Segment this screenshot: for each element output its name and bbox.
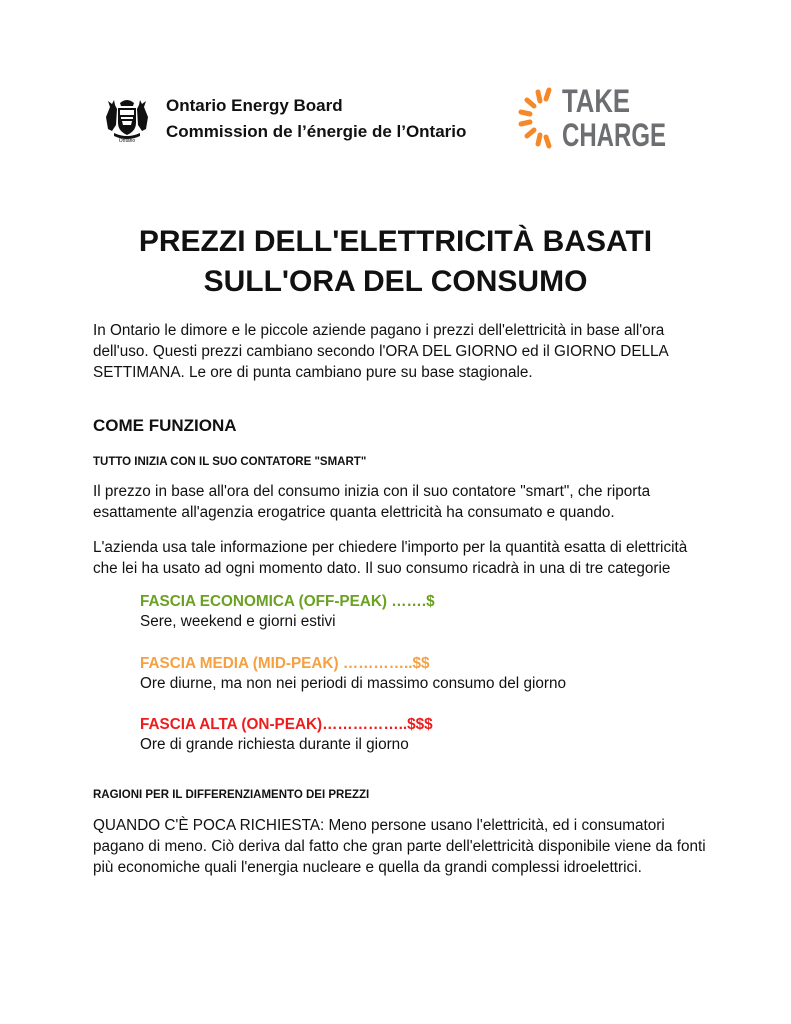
take-charge-logo — [516, 84, 676, 152]
ontario-coat-of-arms-icon — [102, 95, 152, 143]
reasons-paragraph: QUANDO C'È POCA RICHIESTA: Meno persone usano l'elettricità, ed i consumatori pagano di meno. Ciò deriva dal fatto che gran parte dell'elettricità disponibile viene da fonti più economiche quali l'energia nucleare e quella da grandi complessi idroelettrici. — [93, 817, 706, 876]
take-charge-line2: CHARGE — [562, 117, 666, 153]
tier-on-peak-label: FASCIA ALTA (ON-PEAK)……………..$$$ — [140, 716, 433, 733]
tier-mid-peak-description: Ore diurne, ma non nei periodi di massimo consumo del giorno — [140, 675, 566, 692]
document-title: PREZZI DELL'ELETTRICITÀ BASATI SULL'ORA DEL CONSUMO — [138, 225, 653, 298]
section-heading-how-it-works: COME FUNZIONA — [93, 416, 237, 435]
subheading-smart-meter: TUTTO INIZIA CON IL SUO CONTATORE "SMART" — [93, 456, 367, 468]
smart-meter-paragraph: Il prezzo in base all'ora del consumo inizia con il suo contatore "smart", che riporta esattamente all'agenzia erogatrice quanta elettricità ha consumato e quando. — [93, 483, 651, 521]
coat-wordmark: Ontario — [118, 138, 136, 144]
take-charge-line1: TAKE — [562, 83, 630, 119]
tier-mid-peak-label: FASCIA MEDIA (MID-PEAK) …………..$$ — [140, 655, 430, 672]
usage-paragraph: L'azienda usa tale informazione per chiedere l'importo per la quantità esatta di elettricità che lei ha usato ad ogni momento dato. Il suo consumo ricadrà in una di tre categorie — [93, 539, 688, 577]
oeb-name-english: Ontario Energy Board — [166, 96, 343, 115]
oeb-name-french: Commission de l’énergie de l’Ontario — [166, 122, 467, 141]
subheading-price-reasons: RAGIONI PER IL DIFFERENZIAMENTO DEI PREZZI — [93, 789, 370, 801]
tier-on-peak-description: Ore di grande richiesta durante il giorno — [140, 736, 409, 753]
intro-paragraph: In Ontario le dimore e le piccole aziende pagano i prezzi dell'elettricità in base all'ora dell'uso. Questi prezzi cambiano secondo l'ORA DEL GIORNO ed il GIORNO DELLA SETTIMANA. Le ore di punta cambiano pure su base stagionale. — [93, 322, 668, 381]
tier-off-peak-label: FASCIA ECONOMICA (OFF-PEAK) …….$ — [140, 593, 435, 610]
sunburst-icon — [521, 90, 549, 146]
tier-off-peak-description: Sere, weekend e giorni estivi — [140, 613, 336, 630]
